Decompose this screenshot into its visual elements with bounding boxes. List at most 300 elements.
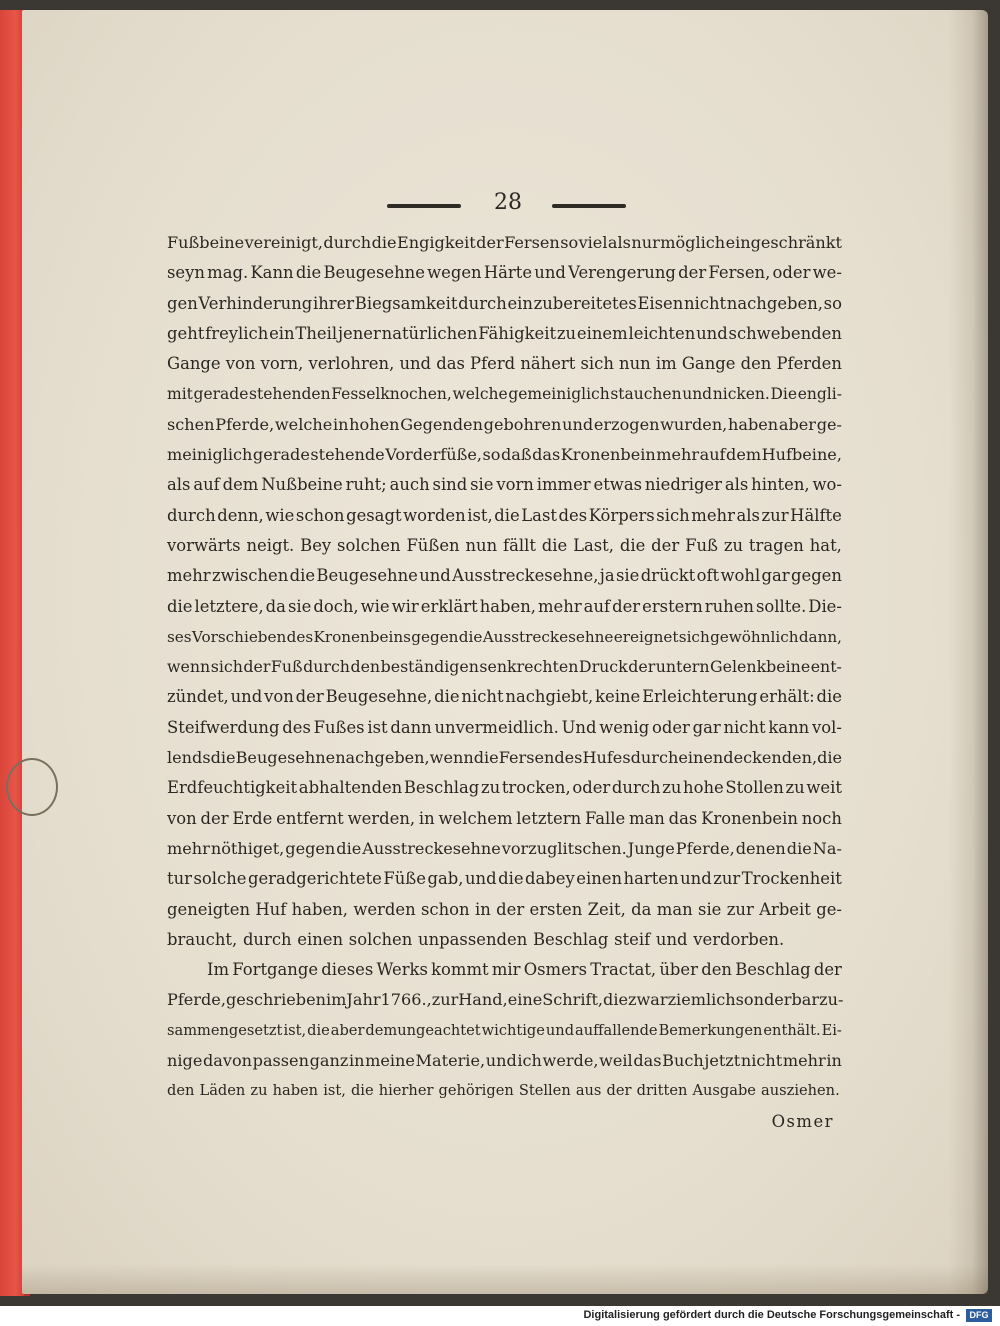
word: untern: [655, 657, 710, 677]
word: Arbeit: [759, 899, 811, 919]
word: nicht: [740, 1051, 783, 1071]
word: Erdfeuchtigkeit: [167, 778, 298, 798]
word: vorn,: [260, 354, 304, 374]
word: ein: [507, 293, 533, 313]
word: durch: [242, 929, 292, 949]
word: hat,: [809, 535, 842, 555]
word: letztern: [516, 808, 582, 828]
word: unvermeidlich.: [434, 717, 559, 737]
word: nicht: [723, 717, 766, 737]
text-line: [167, 319, 842, 349]
word: gehörigen: [438, 1082, 514, 1100]
word: schen: [167, 414, 215, 434]
word: daß: [500, 445, 532, 465]
word: wir: [391, 596, 419, 616]
word: Verengerung: [568, 263, 676, 283]
word: Hufes: [582, 748, 631, 768]
word: der: [243, 657, 271, 677]
word: Fußbeine: [167, 233, 245, 252]
word: jetzt: [704, 1051, 741, 1071]
word: auf: [193, 475, 220, 495]
word: ja: [599, 566, 615, 586]
text-line: [167, 895, 842, 925]
page-bottom-shadow: [22, 1264, 988, 1294]
word: der: [476, 233, 504, 252]
word: Beugesehne: [323, 263, 425, 283]
word: ent-: [810, 657, 842, 677]
word: noch: [801, 808, 842, 828]
word: und: [655, 929, 688, 949]
word: erzogen: [593, 414, 660, 434]
word: Füße: [383, 869, 426, 889]
word: oder: [572, 778, 611, 798]
word: vorzuglitschen.: [501, 838, 627, 858]
word: Werks: [376, 960, 428, 980]
word: in: [348, 1051, 365, 1071]
word: die: [816, 687, 842, 707]
word: da: [265, 596, 286, 616]
word: nicht: [461, 687, 504, 707]
word: durch: [167, 505, 216, 525]
word: sich: [656, 505, 690, 525]
text-line: [167, 955, 842, 985]
word: letztere,: [194, 596, 264, 616]
word: eine: [507, 990, 543, 1010]
word: Druck: [578, 657, 628, 677]
word: steif: [614, 929, 651, 949]
word: Theil: [295, 323, 338, 343]
word: den: [167, 1082, 195, 1100]
word: mehr: [691, 505, 735, 525]
word: dann: [390, 717, 432, 737]
word: und: [485, 1051, 517, 1071]
word: gerade: [252, 445, 310, 465]
word: nige: [167, 1051, 203, 1071]
word: Füßen: [406, 535, 460, 555]
word: hohe: [683, 778, 724, 798]
word: mehr: [167, 566, 211, 586]
word: oft: [696, 566, 720, 586]
word: Gange: [167, 354, 221, 374]
word: den: [701, 960, 732, 980]
word: als: [736, 505, 760, 525]
word: Kronenbein: [560, 445, 656, 465]
word: senkrechten: [479, 657, 579, 677]
word: nachgeben,: [335, 748, 430, 768]
word: Jahr: [346, 990, 381, 1010]
word: werde,: [542, 1051, 599, 1071]
word: Kann: [250, 263, 294, 283]
word: Pferde,: [675, 838, 735, 858]
word: und: [230, 687, 263, 707]
word: zwischen: [211, 566, 289, 586]
word: Materie,: [415, 1051, 486, 1071]
word: Na-: [812, 838, 842, 858]
word: so: [560, 233, 579, 252]
word: leichten: [628, 323, 696, 343]
word: Kronenbeins: [313, 627, 411, 646]
word: verdorben.: [693, 929, 785, 949]
word: Die: [770, 385, 798, 404]
word: werden,: [347, 808, 416, 828]
word: welchem: [438, 808, 513, 828]
word: Ausgabe: [692, 1082, 756, 1100]
word: Körpers: [588, 505, 655, 525]
word: auch: [389, 475, 430, 495]
word: die: [473, 748, 499, 768]
word: gegen: [411, 627, 459, 646]
word: erstern: [642, 596, 703, 616]
word: die: [817, 748, 843, 768]
word: wie: [265, 505, 295, 525]
word: erhält:: [759, 687, 815, 707]
word: Pferd: [470, 354, 516, 374]
word: zu: [785, 778, 805, 798]
text-line: [167, 804, 842, 834]
dfg-logo-icon: DFG: [966, 1309, 992, 1322]
word: zur: [713, 869, 741, 889]
word: ereignet: [613, 627, 679, 646]
word: dann,: [798, 627, 842, 646]
word: geht: [167, 323, 205, 343]
word: Beschlag: [735, 960, 811, 980]
word: im: [325, 990, 347, 1010]
word: wenn: [429, 748, 474, 768]
word: sie: [698, 899, 722, 919]
word: die: [494, 505, 520, 525]
word: Hälfte: [790, 505, 842, 525]
word: wegen: [427, 263, 482, 283]
word: Zeit,: [587, 899, 626, 919]
text-line: [167, 834, 842, 864]
word: den: [350, 657, 381, 677]
word: wie: [360, 596, 390, 616]
word: schon: [421, 899, 470, 919]
word: jener: [337, 323, 381, 343]
word: in: [418, 808, 435, 828]
word: meiniglich: [167, 445, 253, 465]
word: trocken,: [501, 778, 571, 798]
word: Erleichterung: [642, 687, 758, 707]
word: abhaltenden: [298, 778, 403, 798]
word: mir: [491, 960, 521, 980]
word: die: [498, 869, 524, 889]
word: das: [436, 354, 465, 374]
word: das: [532, 445, 561, 465]
word: Steifwerdung: [167, 717, 280, 737]
text-line: [167, 773, 842, 803]
word: Beschlag: [403, 778, 480, 798]
word: möglich: [660, 233, 726, 252]
word: wenn: [167, 657, 211, 677]
word: ausziehen.: [761, 1082, 840, 1100]
word: gegen: [285, 838, 336, 858]
word: hohen: [349, 414, 400, 434]
word: einen: [297, 929, 344, 949]
word: gerade: [193, 385, 249, 404]
word: der: [295, 687, 324, 707]
word: gegen: [791, 566, 842, 586]
word: unpassenden: [418, 929, 528, 949]
word: oder: [772, 263, 811, 283]
word: solche: [193, 869, 247, 889]
word: stauchen: [610, 385, 682, 404]
word: ersten: [529, 899, 583, 919]
word: Fesselknochen,: [331, 385, 452, 404]
word: gar: [692, 717, 721, 737]
word: Bey: [300, 535, 332, 555]
word: weil: [599, 1051, 633, 1071]
body-text: [167, 228, 842, 1137]
word: ses: [167, 627, 192, 646]
word: einem: [576, 323, 628, 343]
word: zur: [761, 505, 789, 525]
word: in: [474, 899, 491, 919]
word: dem: [726, 445, 762, 465]
word: oder: [651, 717, 690, 737]
word: auf: [699, 445, 726, 465]
text-line: [167, 1046, 842, 1076]
word: zur: [726, 899, 754, 919]
word: Und: [561, 717, 597, 737]
word: gesagt: [346, 505, 402, 525]
word: haben: [272, 1082, 319, 1100]
word: Fußes: [313, 717, 365, 737]
word: Tractat,: [590, 960, 657, 980]
word: über: [659, 960, 698, 980]
word: nähert: [520, 354, 576, 374]
word: zur: [431, 990, 459, 1010]
word: nun: [619, 354, 651, 374]
word: Hand,: [458, 990, 508, 1010]
word: der: [651, 535, 680, 555]
word: Fuß: [685, 535, 718, 555]
word: ich: [517, 1051, 542, 1071]
word: ge-: [816, 414, 842, 434]
word: Ausstreckesehne,: [452, 566, 599, 586]
word: immer: [536, 475, 591, 495]
word: zu: [723, 535, 744, 555]
word: Pferde,: [167, 990, 226, 1010]
word: sich: [580, 354, 614, 374]
word: erklärt: [420, 596, 478, 616]
word: meine: [365, 1051, 415, 1071]
text-line: [167, 440, 842, 470]
word: etwas: [593, 475, 642, 495]
word: wenig: [599, 717, 650, 737]
word: Fähigkeit: [478, 323, 557, 343]
word: welche: [274, 414, 333, 434]
word: zu: [662, 778, 682, 798]
word: stehende: [310, 445, 385, 465]
word: Fersen,: [708, 263, 771, 283]
text-line: [167, 379, 842, 409]
word: mehr: [167, 838, 210, 858]
word: als: [607, 233, 631, 252]
ring-stain-mark: [6, 758, 58, 816]
word: gebohren: [483, 414, 562, 434]
text-line: [167, 531, 842, 561]
word: die: [619, 535, 646, 555]
word: seyn: [167, 263, 205, 283]
word: Fersen: [504, 233, 560, 252]
text-line: [167, 592, 842, 622]
word: die: [603, 990, 629, 1010]
word: sie: [287, 596, 312, 616]
word: den: [740, 354, 772, 374]
word: nicht: [683, 293, 727, 313]
word: einen: [678, 748, 724, 768]
word: ist: [367, 717, 388, 737]
word: dritten: [636, 1082, 688, 1100]
word: werden: [353, 899, 416, 919]
word: geneigten: [167, 899, 251, 919]
text-line: [167, 985, 842, 1015]
word: Stollen: [725, 778, 784, 798]
word: Pferden: [776, 354, 842, 374]
word: Läden: [199, 1082, 246, 1100]
text-line: [167, 228, 842, 258]
word: ruhen: [704, 596, 754, 616]
word: Eisen: [637, 293, 684, 313]
word: dem: [222, 475, 259, 495]
word: Osmers: [523, 960, 588, 980]
text-line: [167, 682, 842, 712]
word: ge-: [816, 899, 842, 919]
word: beständigen: [380, 657, 479, 677]
word: und: [399, 354, 432, 374]
word: zwar: [628, 990, 668, 1010]
word: ganz: [309, 1051, 349, 1071]
word: Beugesehne: [235, 748, 336, 768]
word: die: [336, 838, 362, 858]
word: Ausstreckesehne: [482, 627, 614, 646]
word: die: [295, 263, 322, 283]
word: sich: [210, 657, 243, 677]
word: man: [628, 808, 665, 828]
word: Last: [521, 505, 557, 525]
word: als: [167, 475, 191, 495]
footer-bar: [0, 1306, 1000, 1326]
word: dabey: [525, 869, 575, 889]
word: vereinigt,: [244, 233, 323, 252]
word: Gegenden: [400, 414, 483, 434]
word: hinten,: [751, 475, 810, 495]
word: ist,: [323, 1082, 346, 1100]
word: Beugesehne: [316, 566, 418, 586]
word: Engigkeit: [396, 233, 476, 252]
word: ist,: [283, 1021, 307, 1039]
word: fällt: [503, 535, 536, 555]
word: enthält.: [763, 1021, 821, 1039]
text-line: [167, 258, 842, 288]
word: natürlichen: [381, 323, 478, 343]
word: ihrer: [312, 293, 355, 313]
word: ist,: [467, 505, 493, 525]
word: Biegsamkeit: [354, 293, 458, 313]
text-line: [167, 561, 842, 591]
word: der: [612, 596, 641, 616]
word: nachgeben,: [726, 293, 823, 313]
word: denen: [735, 838, 786, 858]
word: schon: [295, 505, 345, 525]
word: zu-: [819, 990, 844, 1010]
word: durch: [611, 778, 661, 798]
word: die: [307, 1021, 330, 1039]
word: einen: [576, 869, 623, 889]
word: geradgerichtete: [247, 869, 382, 889]
word: Fuß: [270, 657, 303, 677]
word: im: [655, 354, 677, 374]
word: sie: [615, 566, 640, 586]
word: der: [496, 899, 525, 919]
word: mag.: [207, 263, 249, 283]
word: harten: [623, 869, 679, 889]
word: haben,: [479, 596, 536, 616]
word: engli-: [797, 385, 842, 404]
word: der: [813, 960, 842, 980]
word: solchen: [337, 535, 401, 555]
word: eingeschränkt: [725, 233, 842, 252]
text-line: [167, 925, 842, 955]
word: die: [167, 596, 193, 616]
word: der: [628, 657, 656, 677]
word: man: [656, 899, 693, 919]
word: we-: [812, 263, 842, 283]
word: Trockenheit: [741, 869, 842, 889]
word: Buch: [662, 1051, 704, 1071]
word: und: [419, 566, 451, 586]
word: drückt: [640, 566, 696, 586]
word: das: [633, 1051, 662, 1071]
word: sie: [470, 475, 494, 495]
word: wo-: [812, 475, 842, 495]
word: keine: [595, 687, 641, 707]
word: nicken.: [712, 385, 770, 404]
word: und: [562, 414, 594, 434]
word: Nußbeine: [261, 475, 343, 495]
word: nöthiget,: [210, 838, 285, 858]
word: tur: [167, 869, 192, 889]
word: als: [724, 475, 749, 495]
word: in: [826, 1051, 842, 1071]
word: wurden,: [660, 414, 728, 434]
word: mit: [167, 385, 193, 404]
word: die: [371, 233, 397, 252]
word: zu: [480, 778, 501, 798]
text-line: [167, 622, 842, 652]
word: und: [464, 869, 497, 889]
word: so: [823, 293, 842, 313]
text-line: [167, 1016, 842, 1046]
word: aber: [330, 1021, 365, 1039]
word: hierher: [378, 1082, 434, 1100]
word: 1766.,: [380, 990, 432, 1010]
word: die: [786, 838, 812, 858]
word: so: [482, 445, 501, 465]
text-line: [167, 652, 842, 682]
word: des: [558, 505, 588, 525]
word: von: [264, 687, 294, 707]
word: deckenden,: [723, 748, 818, 768]
word: demungeachtet: [365, 1021, 481, 1039]
word: denn,: [217, 505, 264, 525]
word: niedriger: [644, 475, 722, 495]
word: sind: [432, 475, 468, 495]
word: Falle: [584, 808, 626, 828]
book-page: [22, 10, 988, 1294]
word: welche: [452, 385, 508, 404]
